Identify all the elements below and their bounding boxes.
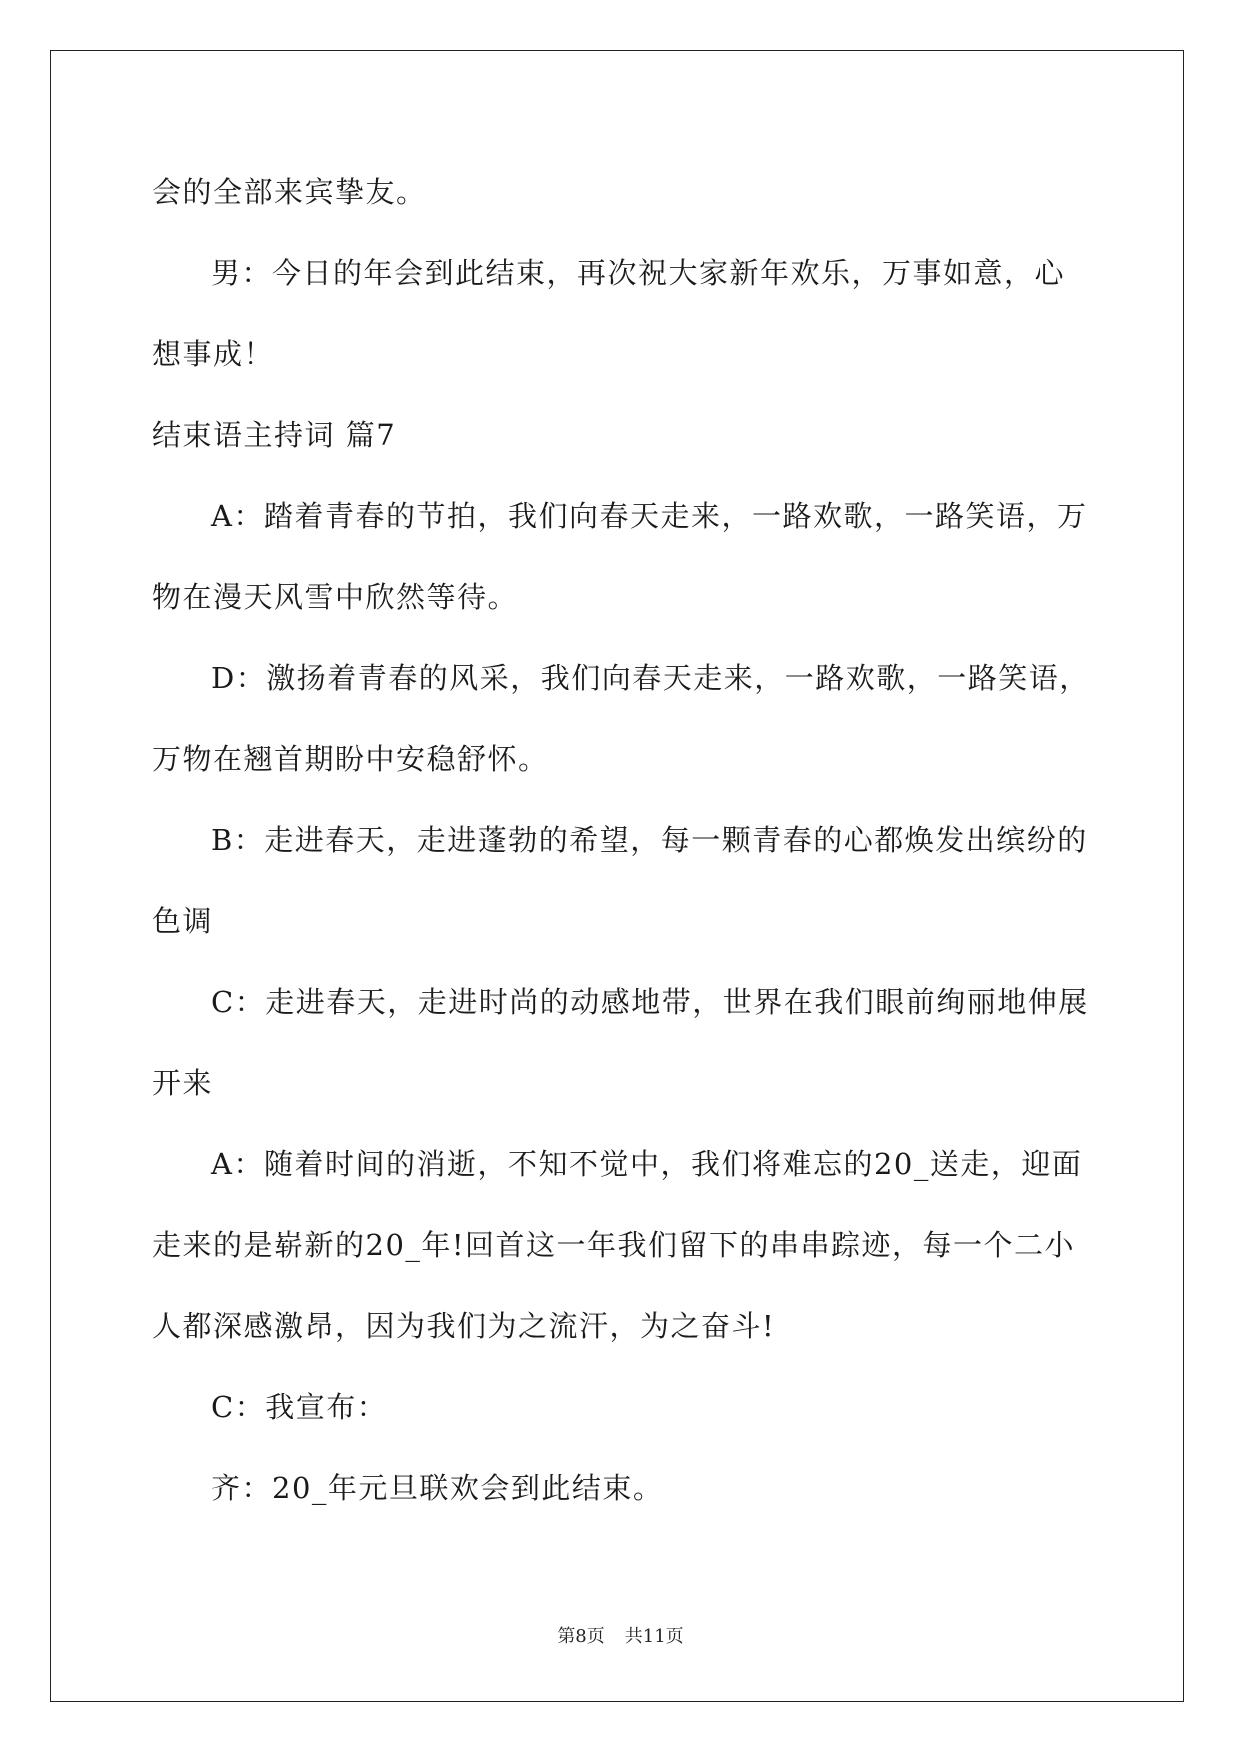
text-line: 男：今日的年会到此结束，再次祝大家新年欢乐，万事如意，心	[211, 256, 1066, 290]
text-line: 走来的是崭新的20_年!回首这一年我们留下的串串踪迹，每一个二小	[152, 1228, 1076, 1262]
page-total: 共11页	[624, 1626, 684, 1647]
section-heading: 结束语主持词 篇7	[152, 418, 397, 452]
text-line: B：走进春天，走进蓬勃的希望，每一颗青春的心都焕发出缤纷的	[211, 823, 1088, 857]
text-line: 齐：20_年元旦联欢会到此结束。	[211, 1471, 664, 1505]
page-border	[50, 50, 1184, 1702]
text-line: 开来	[152, 1066, 214, 1100]
page-number: 第8页	[557, 1626, 605, 1647]
text-line: C：走进春天，走进时尚的动感地带，世界在我们眼前绚丽地伸展	[211, 985, 1089, 1019]
text-line: A：随着时间的消逝，不知不觉中，我们将难忘的20_送走，迎面	[211, 1147, 1083, 1181]
text-line: 色调	[152, 904, 214, 938]
text-line: 会的全部来宾挚友。	[152, 175, 427, 209]
text-line: C：我宣布：	[211, 1390, 388, 1424]
text-line: 万物在翘首期盼中安稳舒怀。	[152, 742, 549, 776]
page-footer	[0, 1625, 1241, 1649]
text-line: 人都深感激昂，因为我们为之流汗，为之奋斗!	[152, 1309, 776, 1343]
text-line: 想事成！	[152, 337, 275, 371]
text-line: 物在漫天风雪中欣然等待。	[152, 580, 519, 614]
text-line: A：踏着青春的节拍，我们向春天走来，一路欢歌，一路笑语，万	[211, 499, 1088, 533]
text-line: D：激扬着青春的风采，我们向春天走来，一路欢歌，一路笑语，	[211, 661, 1090, 695]
